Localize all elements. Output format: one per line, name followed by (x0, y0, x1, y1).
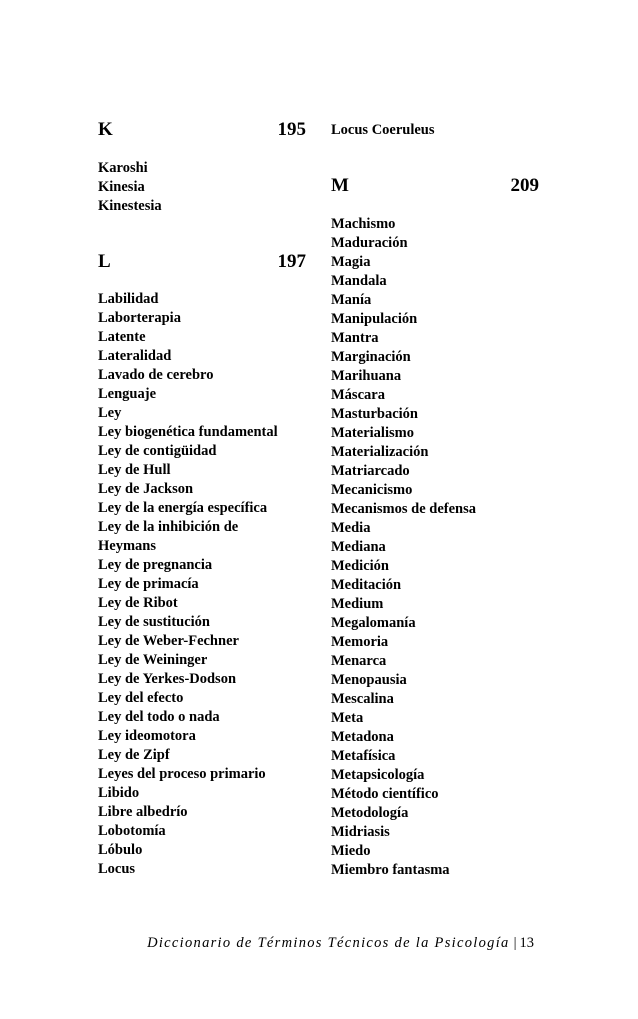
term-entry: Magia (331, 254, 371, 270)
term-entry: Ley de Ribot (98, 595, 178, 611)
term-entry: Ley de pregnancia (98, 557, 213, 573)
term-entry: Mecanismos de defensa (331, 501, 476, 517)
term-entry: Leyes del proceso primario (98, 766, 266, 782)
term-entry: Machismo (331, 216, 396, 232)
term-entry: Mescalina (331, 691, 394, 707)
term-entry: Lobotomía (98, 823, 166, 839)
section-letter-m: M (331, 175, 349, 196)
term-entry: Mecanicismo (331, 482, 413, 498)
term-entry: Ley biogenética fundamental (98, 424, 278, 440)
term-entry: Ley de Weber-Fechner (98, 633, 239, 649)
term-entry: Mediana (331, 539, 386, 555)
term-entry: Miembro fantasma (331, 862, 450, 878)
term-entry: Ley (98, 405, 122, 421)
term-entry: Ley de Yerkes-Dodson (98, 671, 237, 687)
term-entry: Medium (331, 596, 384, 612)
term-entry: Máscara (331, 387, 385, 403)
term-entry: Ley de Hull (98, 462, 171, 478)
term-entry: Marginación (331, 349, 411, 365)
term-entry: Libre albedrío (98, 804, 188, 820)
footer-separator: | (513, 935, 517, 951)
term-entry: Matriarcado (331, 463, 410, 479)
term-entry: Lenguaje (98, 386, 156, 402)
term-entry: Masturbación (331, 406, 418, 422)
section-heading-k (98, 118, 306, 142)
term-entry: Metapsicología (331, 767, 425, 783)
term-entry: Materialización (331, 444, 429, 460)
term-entry: Ley de la energía específica (98, 500, 268, 516)
term-entry: Menarca (331, 653, 387, 669)
term-list-continued (331, 121, 435, 140)
term-list-k (98, 159, 162, 216)
section-page-l: 197 (277, 251, 306, 272)
term-entry: Memoria (331, 634, 389, 650)
section-letter-l: L (98, 251, 111, 272)
term-entry: Meta (331, 710, 364, 726)
term-entry: Meditación (331, 577, 402, 593)
term-entry: Ley de Zipf (98, 747, 170, 763)
section-page-m: 209 (510, 175, 539, 196)
term-entry: Karoshi (98, 160, 148, 176)
term-list-l (98, 290, 278, 879)
term-entry: Ley de la inhibición de (98, 519, 239, 535)
page-number: 13 (519, 935, 534, 951)
term-entry: Medición (331, 558, 389, 574)
term-entry: Ley de primacía (98, 576, 199, 592)
term-list-m (331, 215, 476, 880)
book-title: Diccionario de Términos Técnicos de la Psicología (147, 935, 510, 951)
term-entry: Laborterapia (98, 310, 181, 326)
term-entry: Metadona (331, 729, 394, 745)
term-entry: Media (331, 520, 371, 536)
section-heading-m (331, 174, 539, 198)
term-entry: Ley de Jackson (98, 481, 194, 497)
term-entry: Latente (98, 329, 146, 345)
page-footer (0, 932, 534, 954)
term-entry: Mantra (331, 330, 379, 346)
term-entry: Manipulación (331, 311, 418, 327)
term-entry: Kinesia (98, 179, 145, 195)
term-entry: Locus Coeruleus (331, 122, 435, 138)
section-page-k: 195 (277, 119, 306, 140)
term-entry: Ley del todo o nada (98, 709, 220, 725)
term-entry: Ley de Weininger (98, 652, 208, 668)
term-entry: Megalomanía (331, 615, 416, 631)
section-letter-k: K (98, 119, 113, 140)
term-entry: Materialismo (331, 425, 414, 441)
term-entry: Labilidad (98, 291, 159, 307)
term-entry: Ley del efecto (98, 690, 184, 706)
term-entry: Marihuana (331, 368, 402, 384)
term-entry: Ley ideomotora (98, 728, 196, 744)
term-entry: Metodología (331, 805, 409, 821)
term-entry: Lóbulo (98, 842, 143, 858)
term-entry: Kinestesia (98, 198, 162, 214)
term-entry: Manía (331, 292, 372, 308)
term-entry: Midriasis (331, 824, 390, 840)
term-entry: Ley de contigüidad (98, 443, 217, 459)
term-entry: Miedo (331, 843, 371, 859)
term-entry: Ley de sustitución (98, 614, 210, 630)
term-entry: Método científico (331, 786, 439, 802)
term-entry: Locus (98, 861, 136, 877)
section-heading-l (98, 250, 306, 274)
term-entry: Mandala (331, 273, 387, 289)
term-entry: Heymans (98, 538, 156, 554)
term-entry: Lavado de cerebro (98, 367, 214, 383)
term-entry: Metafísica (331, 748, 396, 764)
term-entry: Libido (98, 785, 140, 801)
term-entry: Lateralidad (98, 348, 172, 364)
term-entry: Maduración (331, 235, 408, 251)
term-entry: Menopausia (331, 672, 407, 688)
